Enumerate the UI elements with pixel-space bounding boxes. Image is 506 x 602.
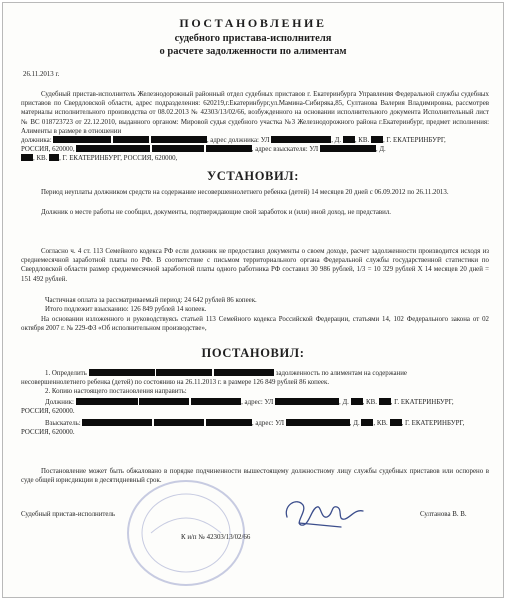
post-debtor-row bbox=[45, 398, 454, 407]
signer-name: Султанова В. В. bbox=[420, 511, 467, 518]
redaction bbox=[89, 369, 155, 376]
redaction bbox=[390, 419, 402, 426]
intro-paragraph: Судебный пристав-исполнитель Железнодорожный районный отдел судебных приставов г. Екатеринбурга Управления Федеральной службы судебных приставов по Свердловской области, адрес подразделения: 620219,г.Екатеринбург,ул.Мамина-Сибиряка,85, Султанова Валерия Владимировна, рассмотрев материалы исполнительного производства от 08.02.2013 № 42303/13/02/66, возбужденного на основании исполнительного документа Исполнительный лист № ВС 018723723 от 22.12.2010, выданного органом: Мировой судья судебного участка №3 Железнодорожного района г.Екатеринбург, предмет исполнения: Алименты в размере в отношении bbox=[21, 91, 489, 135]
ust-paragraph-5: Итого подлежит взысканию: 126 849 рублей 14 копеек. bbox=[45, 306, 207, 313]
redaction bbox=[113, 136, 149, 143]
appeal-paragraph: Постановление может быть обжаловано в порядке подчиненности вышестоящему должностному лицу службы судебных приставов или оспорено в суде общей юрисдикции в десятидневный срок. bbox=[21, 468, 489, 485]
redaction bbox=[371, 136, 383, 143]
city-label: , Г. ЕКАТЕРИНБУРГ, bbox=[401, 420, 465, 427]
section-postanovil-title: ПОСТАНОВИЛ: bbox=[201, 346, 305, 360]
debtor-address-label: , адрес должника: УЛ bbox=[206, 137, 270, 144]
city-label: , Г. ЕКАТЕРИНБУРГ, bbox=[382, 137, 446, 144]
redaction bbox=[275, 398, 339, 405]
redaction bbox=[76, 398, 138, 405]
item1-prefix: 1. Определить bbox=[45, 370, 87, 377]
post-item-1 bbox=[45, 369, 407, 378]
redaction bbox=[351, 398, 363, 405]
flat-label: , КВ. bbox=[33, 155, 48, 162]
item1-suffix: задолженность по алиментам на содержание bbox=[275, 370, 407, 377]
ust-paragraph-6: На основании изложенного и руководствуясь статьей 113 Семейного кодекса Российской Федерации, статьями 14, 102 Федерального закона от 02 октября 2007 г. № 229-ФЗ «Об исполнительном производстве», bbox=[21, 316, 489, 333]
post-item-1-line-2: несовершеннолетнего ребенка (детей) по состоянию на 26.11.2013 г. в размере 126 849 рублей 86 копеек. bbox=[21, 379, 330, 386]
redaction bbox=[320, 145, 376, 152]
house-label: , Д. bbox=[349, 420, 360, 427]
ust-paragraph-3: Согласно ч. 4 ст. 113 Семейного кодекса РФ если должник не предоставил документы о своем доходе, расчет задолженности производится исходя из среднемесячной заработной платы по РФ. В соответствие с письмом территориального органа Федеральной службы государственной статистики по Свердловской области размер среднемесячной заработной платы одного работника РФ составил 30 986 рублей, 1/3 = 10 329 рублей Х 14 месяцев 20 дней = 151 492 рублей. bbox=[21, 248, 489, 283]
document-page bbox=[2, 2, 504, 598]
redaction bbox=[49, 154, 59, 161]
post-item-2: 2. Копию настоящего постановления направить: bbox=[45, 388, 187, 395]
post-claimant-row bbox=[45, 419, 464, 428]
section-ustanovil-title: УСТАНОВИЛ: bbox=[207, 169, 299, 183]
document-subtitle-2: о расчете задолженности по алиментам bbox=[159, 46, 347, 57]
country-label: РОССИЯ, 620000, bbox=[21, 146, 75, 153]
city-label: , Г. ЕКАТЕРИНБУРГ, bbox=[390, 399, 454, 406]
post-claimant-country: РОССИЯ, 620000. bbox=[21, 429, 75, 436]
case-reference: К и/п № 42303/13/02/66 bbox=[181, 534, 251, 541]
redaction bbox=[214, 369, 274, 376]
city-country-label: , Г. ЕКАТЕРИНБУРГ, РОССИЯ, 620000, bbox=[59, 155, 178, 162]
document-date: 26.11.2013 г. bbox=[23, 71, 60, 78]
debtor-label: Должник: bbox=[45, 399, 74, 406]
document-title: ПОСТАНОВЛЕНИЕ bbox=[179, 16, 327, 30]
redaction bbox=[21, 154, 33, 161]
signature-mark bbox=[281, 493, 371, 533]
redaction bbox=[154, 419, 204, 426]
redaction bbox=[343, 136, 355, 143]
flat-label: , КВ. bbox=[362, 399, 377, 406]
debtor-row bbox=[21, 136, 446, 145]
claimant-row-2 bbox=[21, 154, 177, 163]
house-label: , Д. bbox=[331, 137, 342, 144]
redaction bbox=[139, 398, 189, 405]
house-label: , Д. bbox=[375, 146, 386, 153]
redaction bbox=[151, 136, 207, 143]
redaction bbox=[191, 398, 241, 405]
redaction bbox=[206, 145, 252, 152]
ust-paragraph-1: Период неуплаты должником средств на содержание несовершеннолетнего ребенка (детей) 14 месяцев 20 дней с 06.09.2012 по 26.11.2013. bbox=[41, 189, 449, 196]
debtor-prefix: должника: bbox=[21, 137, 52, 144]
address-label: , адрес: УЛ bbox=[241, 399, 274, 406]
ust-paragraph-4: Частичная оплата за рассматриваемый период: 24 642 рублей 86 копеек. bbox=[45, 297, 257, 304]
redaction bbox=[361, 419, 373, 426]
flat-label: , КВ. bbox=[354, 137, 370, 144]
redaction bbox=[82, 419, 152, 426]
flat-label: , КВ. bbox=[373, 420, 388, 427]
redaction bbox=[379, 398, 391, 405]
redaction bbox=[206, 419, 252, 426]
signer-role: Судебный пристав-исполнитель bbox=[21, 511, 116, 518]
house-label: , Д. bbox=[339, 399, 349, 406]
claimant-label: Взыскатель: bbox=[45, 420, 81, 427]
redaction bbox=[156, 369, 212, 376]
post-debtor-country: РОССИЯ, 620000. bbox=[21, 408, 75, 415]
redaction bbox=[152, 145, 204, 152]
document-subtitle-1: судебного пристава-исполнителя bbox=[174, 33, 332, 44]
address-label: , адрес: УЛ bbox=[251, 420, 285, 427]
claimant-row bbox=[21, 145, 386, 154]
redaction bbox=[271, 136, 331, 143]
ust-paragraph-2: Должник о месте работы не сообщил, документы, подтверждающие свой заработок и (или) иной доход, не представил. bbox=[41, 209, 392, 216]
redaction bbox=[76, 145, 150, 152]
redaction bbox=[286, 419, 350, 426]
redaction bbox=[53, 136, 111, 143]
claimant-address-label: , адрес взыскателя: УЛ bbox=[251, 146, 319, 153]
